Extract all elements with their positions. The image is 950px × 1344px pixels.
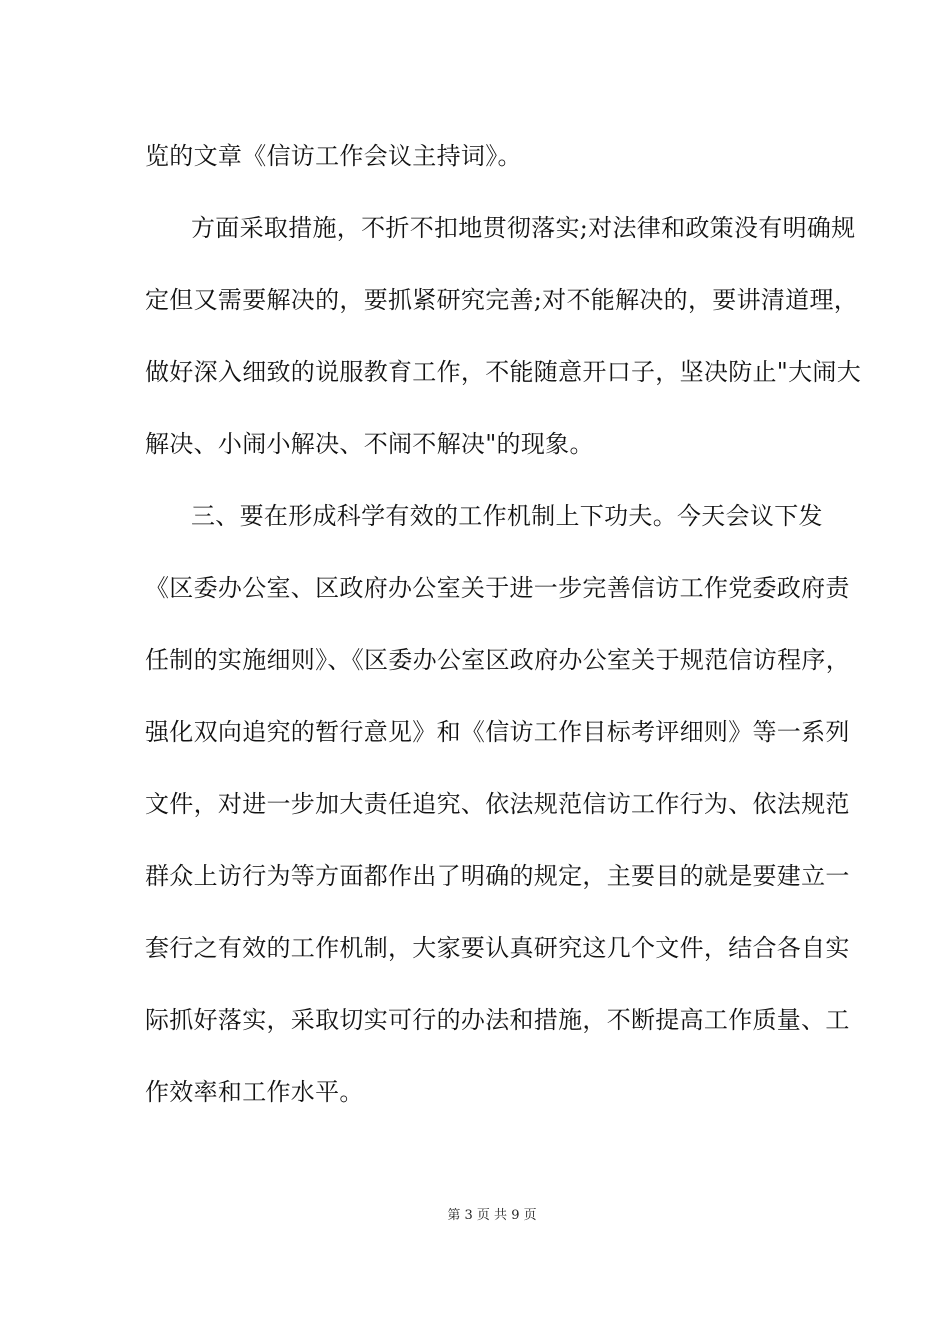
text-line-13: 际抓好落实，采取切实可行的办法和措施，不断提高工作质量、工 xyxy=(145,1006,850,1034)
text-line-4: 做好深入细致的说服教育工作，不能随意开口子，坚决防止"大闹大 xyxy=(145,358,862,386)
text-line-11: 群众上访行为等方面都作出了明确的规定，主要目的就是要建立一 xyxy=(145,862,850,890)
text-line-7: 《区委办公室、区政府办公室关于进一步完善信访工作党委政府责 xyxy=(145,574,850,602)
text-line-6: 三、要在形成科学有效的工作机制上下功夫。今天会议下发 xyxy=(191,502,823,530)
text-line-14: 作效率和工作水平。 xyxy=(145,1078,364,1106)
text-line-10: 文件，对进一步加大责任追究、依法规范信访工作行为、依法规范 xyxy=(145,790,850,818)
text-line-5: 解决、小闹小解决、不闹不解决"的现象。 xyxy=(145,430,594,458)
text-line-1: 览的文章《信访工作会议主持词》。 xyxy=(145,142,522,170)
text-line-3: 定但又需要解决的，要抓紧研究完善;对不能解决的，要讲清道理， xyxy=(145,286,859,314)
text-line-8: 任制的实施细则》、《区委办公室区政府办公室关于规范信访程序， xyxy=(145,646,850,674)
text-line-12: 套行之有效的工作机制，大家要认真研究这几个文件，结合各自实 xyxy=(145,934,850,962)
text-line-9: 强化双向追究的暂行意见》和《信访工作目标考评细则》等一系列 xyxy=(145,718,850,746)
text-line-2: 方面采取措施，不折不扣地贯彻落实;对法律和政策没有明确规 xyxy=(191,214,856,242)
page-number-footer: 第 3 页 共 9 页 xyxy=(447,1208,537,1223)
